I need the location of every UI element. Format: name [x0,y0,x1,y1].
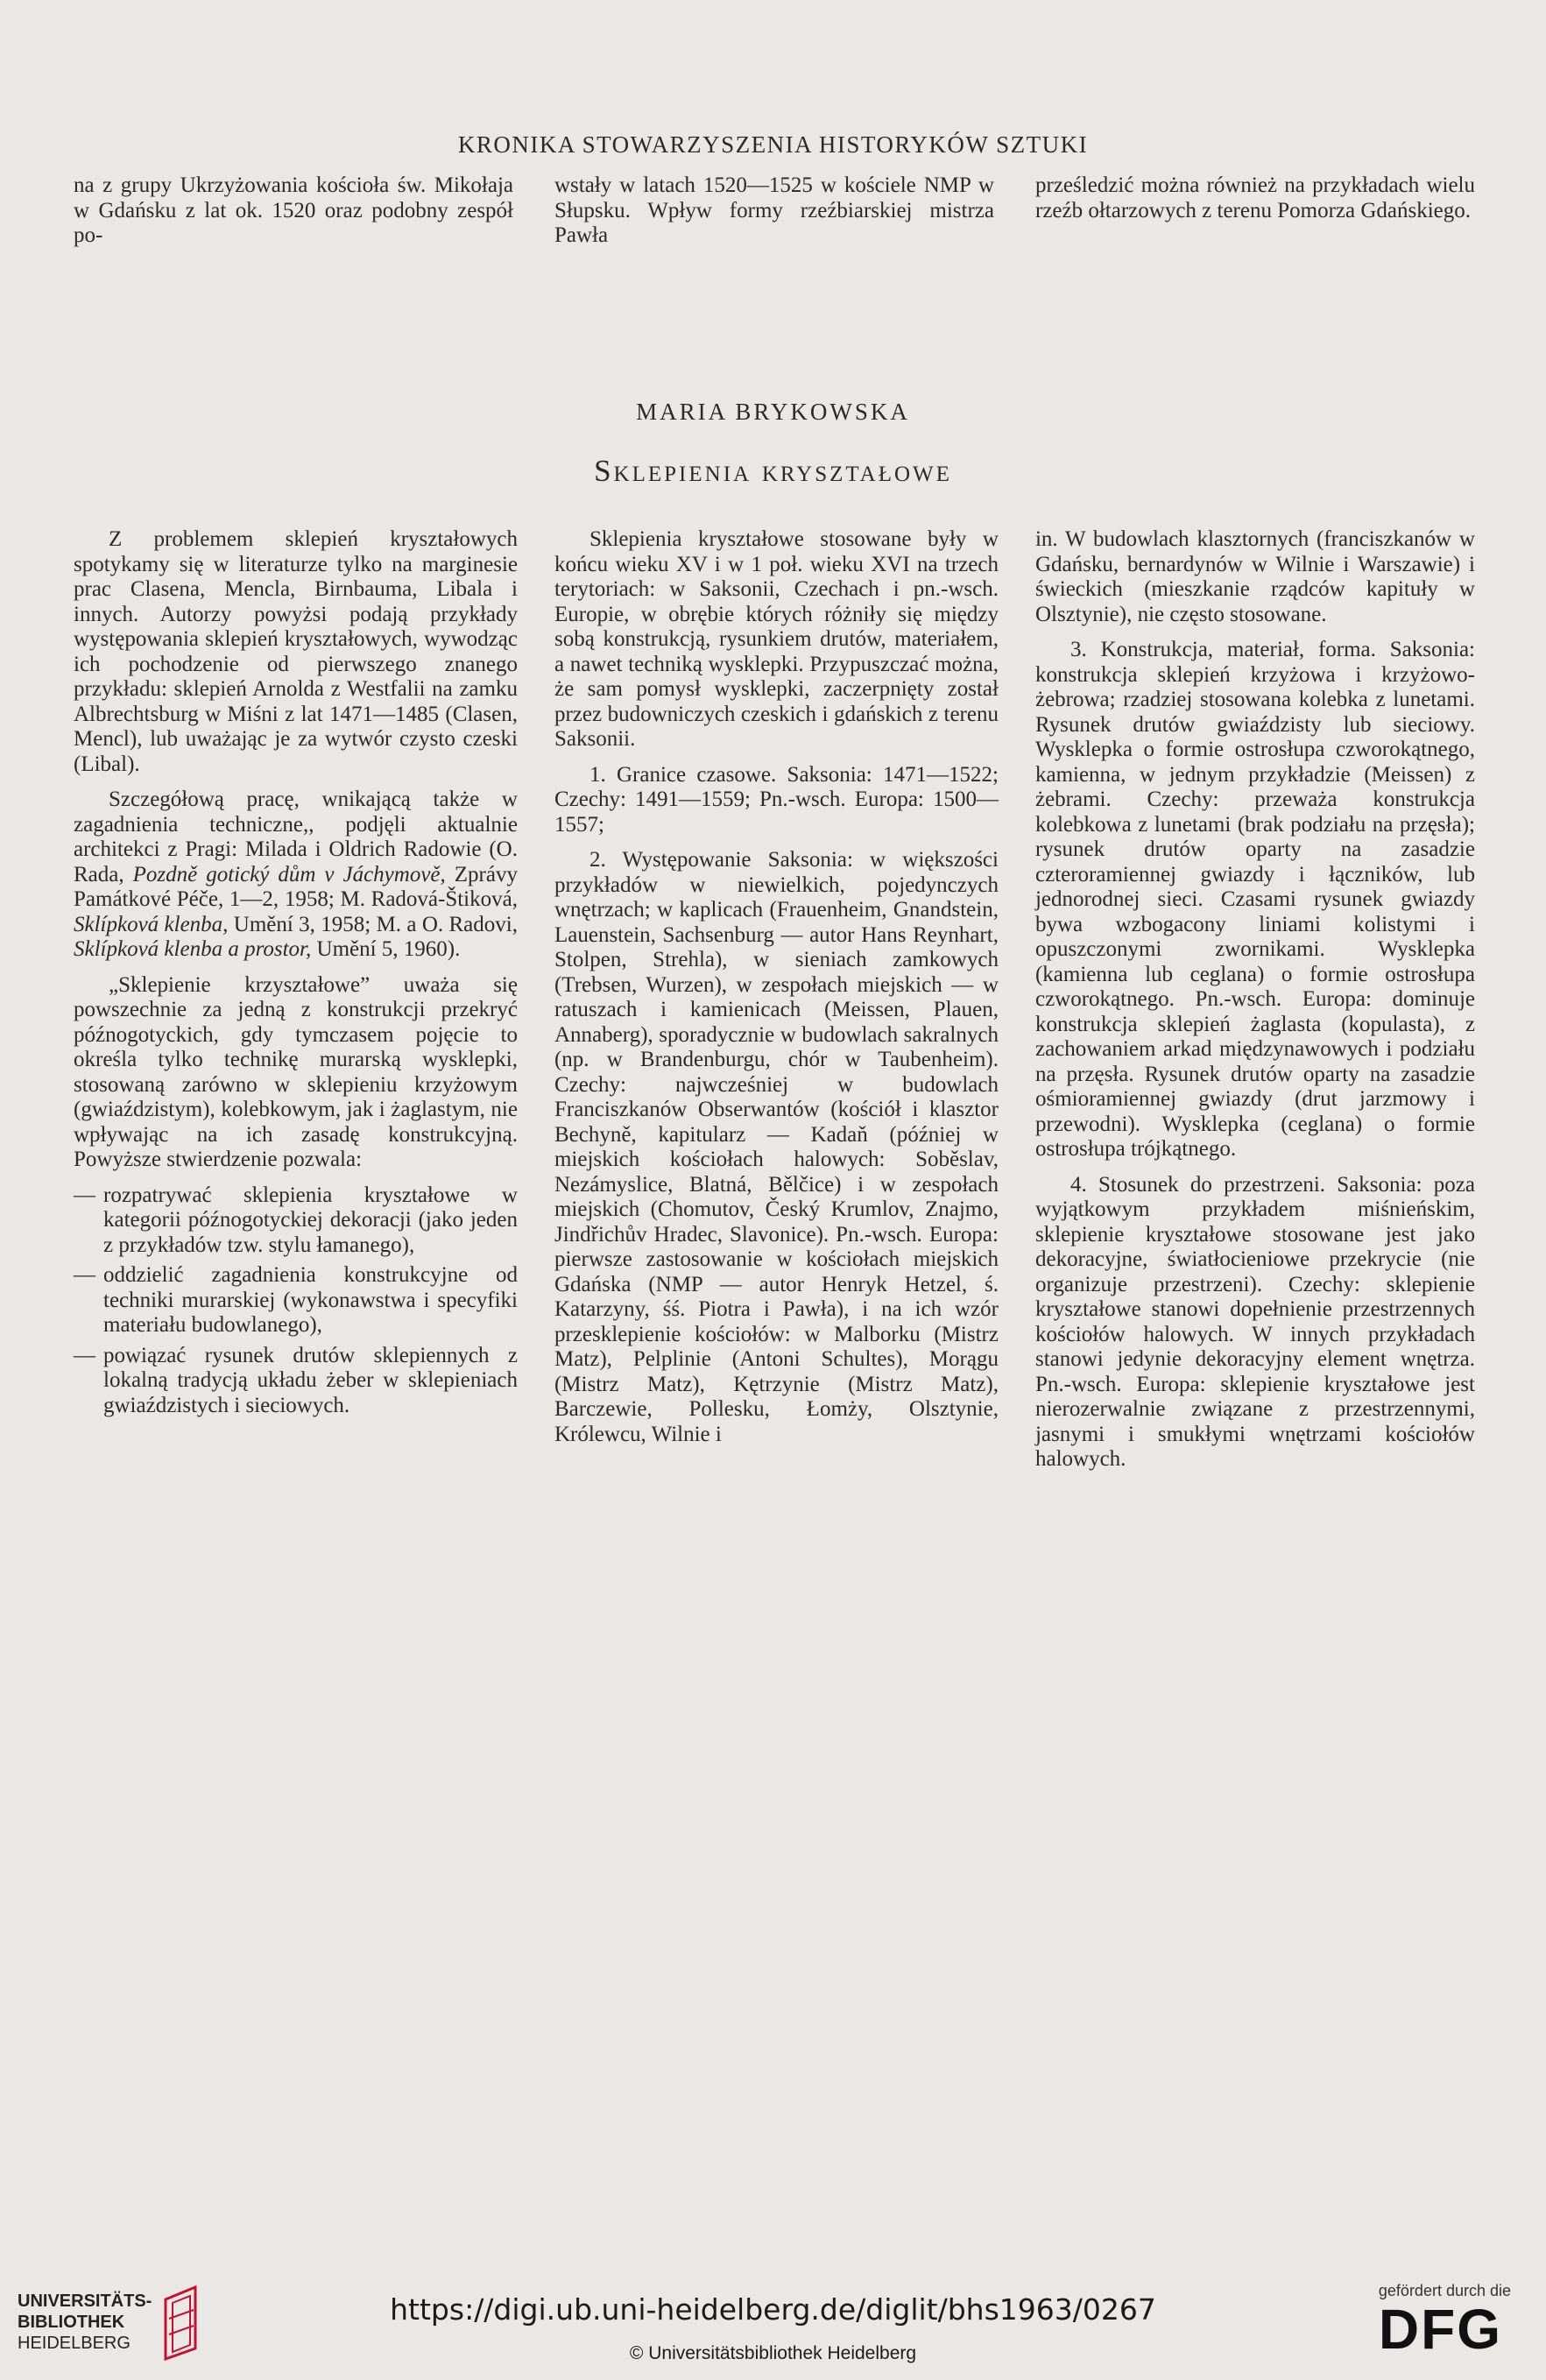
continued-text [74,173,1475,249]
top-column-2: wstały w latach 1520—1525 w kościele NMP w Słupsku. Wpływ formy rzeźbiarskiej mistrza Pawła [554,173,994,247]
top-column-1: na z grupy Ukrzyżowania kościoła św. Mikołaja w Gdańsku z lat ok. 1520 oraz podobny zespół po- [74,173,513,247]
paragraph: Sklepienia kryształowe stosowane były w końcu wieku XV i w 1 poł. wieku XVI na trzech terytoriach: w Saksonii, Czechach i pn.-wsch. Europie, w obrębie których różniły się między sobą konstrukcją, rysunkiem drutów, materiałem, a nawet techniką wysklepki. Przypuszczać można, że sam pomysł wysklepki, zaczerpnięty został przez budowniczych czeskich i gdańskich z terenu Saksonii. [554,527,999,751]
list-item: — oddzielić zagadnienia konstrukcyjne od techniki murarskiej (wykonawstwa i specyfiki materiału budowlanego), [74,1263,518,1338]
text: Szczegółową pracę, wnikającą także w zagadnienia techniczne,, podjęli aktualnie architekci z Pragi: Milada i Oldrich Radowie (O. Rada, [74,787,518,886]
dfg-wordmark: DFG [1378,2298,1502,2361]
article-body [74,527,1475,1483]
footer-bar [0,2264,1546,2380]
paragraph: 3. Konstrukcja, materiał, forma. Saksonia: konstrukcja sklepień krzyżowa i krzyżowo-żebrowa; rzadziej stosowana kolebka z lunetami. Rysunek drutów gwiaździsty lub sieciowy. Wysklepka o formie ostrosłupa czworokątnego, kamienna, w jednym przykładzie (Meissen) z żebrami. Czechy: przeważa konstrukcja kolebkowa z lunetami (brak podziału na przęsła); rysunek drutów oparty na zasadzie czteroramiennej gwiazdy i łączników, lub jednorodnej sieci. Czasami rysunek gwiazdy bywa wzbogacony liniami kolistymi i opuszczonymi zwornikami. Wysklepka (kamienna lub ceglana) o formie ostrosłupa czworokątnego. Pn.-wsch. Europa: dominuje konstrukcja sklepień żaglasta (kopulasta), z zachowaniem arkad międzynawowych i podziału na przęsła. Rysunek drutów oparty na zasadzie ośmioramiennej gwiazdy (drut jarzmowy i przewodni). Wysklepka (ceglana) o formie ostrosłupa trójkątnego. [1034,638,1475,1161]
text: Zprávy Památkové Péče, 1—2, 1958; M. Radová-Štiková, [74,862,518,911]
logo-line: BIBLIOTHEK [18,2313,125,2332]
paragraph: 2. Występowanie Saksonia: w większości przykładów w niewielkich, pojedynczych wnętrzach; w kaplicach (Frauenheim, Gnandstein, Lauenstein, Sachsenburg — autor Hans Reynhart, Stolpen, Strehla), w sieniach zamkowych (Trebsen, Wurzen), w zespołach miejskich — w ratuszach i kamienicach (Meissen, Plauen, Annaberg), sporadycznie w budowlach sakralnych (np. w Brandenburgu, chór w Taubenheim). Czechy: najwcześniej w budowlach Franciszkanów Obserwantów (kościół i klasztor Bechyně, kapitularz — Kadaň (później w miejskich kościołach halowych: Soběslav, Nezámyslice, Blatná, Bělčice) i w zespołach miejskich (Chomutov, Český Krumlov, Znajmo, Jindřichův Hradec, Slavonice). Pn.-wsch. Europa: pierwsze zastosowanie w kościołach miejskich Gdańska (NMP — autor Henryk Hetzel, ś. Katarzyny, śś. Piotra i Pawła), i na ich wzór przesklepienie kościołów: w Malborku (Mistrz Matz), Pelplinie (Antoni Schultes), Morągu (Mistrz Matz), Kętrzynie (Mistrz Matz), Barczewie, Pollesku, Łomży, Olsztynie, Królewcu, Wilnie i [554,848,999,1446]
paragraph: „Sklepienie krzyształowe” uważa się powszechnie za jedną z konstrukcji przekryć późnogotyckich, gdy tymczasem pojęcie to określa tylko technikę murarską wysklepki, stosowaną zarówno w sklepieniu krzyżowym (gwiaździstym), kolebkowym, jak i żaglastym, nie wpływając na ich zasadę konstrukcyjną. Powyższe stwierdzenie pozwala: [74,972,518,1171]
article-title: Sklepienia kryształowe [594,454,952,488]
paragraph-references [74,787,518,963]
dfg-logo[interactable] [1378,2282,1511,2361]
text: Umění 3, 1958; M. a O. Radovi, [228,912,518,936]
list-item: — powiązać rysunek drutów sklepiennych z lokalną tradycją układu żeber w sklepieniach gwiaździstych i sieciowych. [74,1344,518,1419]
list-item: — rozpatrywać sklepienia kryształowe w kategorii późnogotyckiej dekoracji (jako jeden z przykładów tzw. stylu łamanego), [74,1183,518,1259]
copyright-notice: © Universitätsbibliothek Heidelberg [629,2343,917,2363]
logo-line: HEIDELBERG [18,2334,131,2353]
column-3 [1035,527,1475,1483]
permalink-url[interactable]: https://digi.ub.uni-heidelberg.de/diglit/bhs1963/0267 [390,2292,1156,2327]
citation-title: Sklípková klenba, [74,912,229,936]
funding-note: gefördert durch die [1378,2282,1511,2299]
paragraph: 1. Granice czasowe. Saksonia: 1471—1522; Czechy: 1491—1559; Pn.-wsch. Europa: 1500—1557; [554,762,999,837]
paragraph: in. W budowlach klasztornych (franciszkanów w Gdańsku, bernardynów w Wilnie i Warszawie) i świeckich (mieszkanie rządców kapituły w Olsztynie), nie często stosowane. [1034,527,1475,626]
column-2 [554,527,999,1483]
text: Umění 5, 1960). [311,937,461,961]
paragraph: Z problemem sklepień kryształowych spotykamy się w literaturze tylko na marginesie prac Clasena, Mencla, Birnbauma, Libala i innych. Autorzy powyżsi podają przykłady występowania sklepień kryształowych, wywodząc ich pochodzenie od pierwszego znanego przykładu: sklepień Arnolda z Westfalii na zamku Albrechtsburg w Miśni z lat 1471—1485 (Clasen, Mencl), lub uważając je za wytwór czysto czeski (Libal). [74,527,518,776]
paragraph: 4. Stosunek do przestrzeni. Saksonia: poza wyjątkowym przykładem miśnieńskim, sklepienie kryształowe stosowane jest jako dekoracyjne, światłocieniowe przekrycie (nie organizuje przestrzeni). Czechy: sklepienie kryształowe stanowi dopełnienie przestrzennych kościołów halowych. W innych przykładach stanowi jedynie dekoracyjny element wnętrza. Pn.-wsch. Europa: sklepienie kryształowe jest nierozerwalnie związane z przestrzennymi, jasnymi i smukłymi wnętrzami kościołów halowych. [1034,1172,1475,1471]
running-header: KRONIKA STOWARZYSZENIA HISTORYKÓW SZTUKI [457,131,1089,158]
column-1 [74,527,518,1483]
article-author: MARIA BRYKOWSKA [636,399,910,425]
citation-title: Pozdně gotický dům v Jáchymově, [132,862,446,886]
citation-title: Sklípková klenba a prostor, [74,937,312,961]
dash-list [74,1183,518,1419]
logo-line: UNIVERSITÄTS- [18,2292,152,2311]
top-column-3: prześledzić można również na przykładach wielu rzeźb ołtarzowych z terenu Pomorza Gdańskiego. [1035,173,1475,222]
